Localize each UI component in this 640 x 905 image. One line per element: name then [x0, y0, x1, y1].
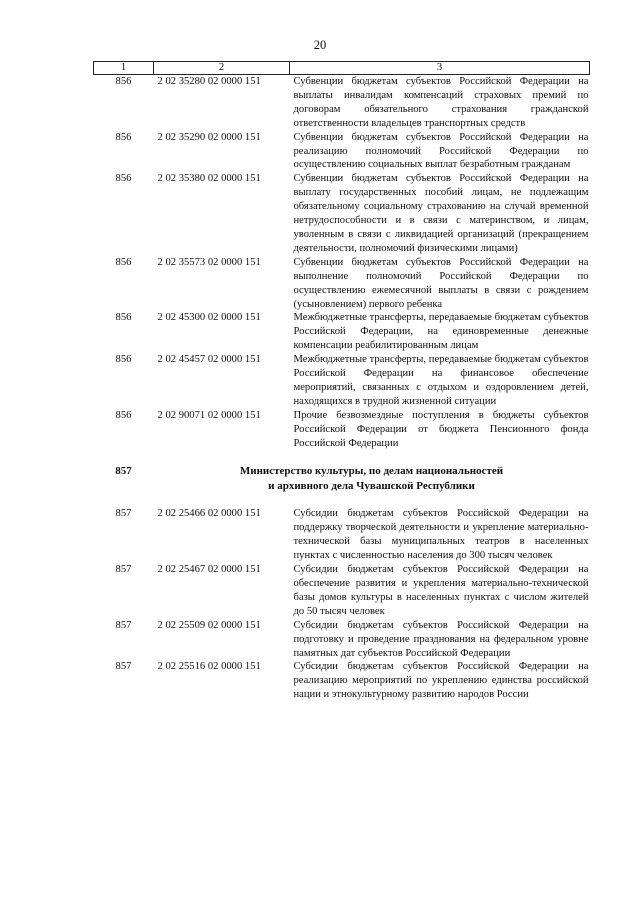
- table-row: [94, 507, 590, 563]
- description-cell: Прочие безвозмездные поступления в бюджеты субъектов Российской Федерации от бюджета Пенсионного фонда Российской Федерации: [293, 409, 589, 449]
- admin-code-cell: 856: [115, 131, 132, 143]
- admin-code-cell: 856: [115, 173, 132, 185]
- revenue-code-cell: 2 02 35573 02 0000 151: [157, 256, 261, 268]
- page-number: 20: [313, 38, 327, 52]
- description-cell: Субвенции бюджетам субъектов Российской Федерации на выплату государственных пособий лицам, не подлежащим обязательному социальному страхованию на случай временной нетрудоспособности и в связи с материнством, и лицам, уволенным в связи с ликвидацией организаций (прекращением деятельности, полномочий физическими лицами): [293, 173, 589, 254]
- table-row: [94, 619, 590, 661]
- admin-code-cell: 856: [115, 409, 132, 421]
- description-cell: Межбюджетные трансферты, передаваемые бюджетам субъектов Российской Федерации, на единовременные денежные компенсации реабилитированным лицам: [293, 312, 589, 352]
- admin-code-cell: 857: [115, 564, 132, 576]
- table-row: [94, 660, 590, 702]
- column-header-3: 3: [290, 62, 590, 75]
- admin-code-cell: 857: [115, 661, 132, 673]
- description-cell: Субсидии бюджетам субъектов Российской Федерации на подготовку и проведение празднования на федеральном уровне памятных дат субъектов Российской Федерации: [293, 619, 589, 659]
- section-title: [154, 450, 590, 507]
- description-cell: Субсидии бюджетам субъектов Российской Федерации на реализацию мероприятий по укреплению единства российской нации и этнокультурному развитию народов России: [293, 661, 589, 701]
- column-header-1: 1: [94, 62, 154, 75]
- revenue-code-cell: 2 02 90071 02 0000 151: [157, 409, 261, 421]
- description-cell: Субвенции бюджетам субъектов Российской Федерации на реализацию полномочий Российской Федерации по осуществлению социальных выплат безработным гражданам: [293, 131, 589, 171]
- section-admin-code: 857: [115, 465, 132, 478]
- table-row: [94, 563, 590, 619]
- revenue-code-cell: 2 02 35280 02 0000 151: [157, 76, 261, 87]
- description-cell: Межбюджетные трансферты, передаваемые бюджетам субъектов Российской Федерации на финансовое обеспечение мероприятий, связанных с отдыхом и оздоровлением детей, находящихся в трудной жизненной ситуации: [293, 354, 589, 407]
- admin-code-cell: 856: [115, 354, 132, 366]
- section-title-line-2: и архивного дела Чувашской Республики: [268, 479, 475, 492]
- revenue-codes-table: [93, 61, 590, 702]
- table-row: [94, 131, 590, 173]
- table-row: [94, 75, 590, 131]
- admin-code-cell: 856: [115, 312, 132, 324]
- revenue-code-cell: 2 02 25516 02 0000 151: [157, 661, 261, 673]
- description-cell: Субвенции бюджетам субъектов Российской Федерации на выполнение полномочий Российской Федерации по осуществлению ежемесячной выплаты в связи с рождением (усыновлением) первого ребенка: [293, 256, 589, 310]
- revenue-code-cell: 2 02 35290 02 0000 151: [157, 131, 261, 143]
- section-title-line-1: Министерство культуры, по делам национальностей: [239, 465, 504, 478]
- table-row: [94, 353, 590, 409]
- table-header-row: [94, 62, 590, 75]
- table-row: [94, 256, 590, 312]
- description-cell: Субсидии бюджетам субъектов Российской Федерации на поддержку творческой деятельности и укрепление материально-технической базы муниципальных театров в населенных пунктах с численностью населения до 300 тысяч человек: [293, 508, 589, 562]
- table-row: [94, 311, 590, 353]
- revenue-code-cell: 2 02 45300 02 0000 151: [157, 312, 261, 324]
- description-cell: Субсидии бюджетам субъектов Российской Федерации на обеспечение развития и укрепления материально-технической базы домов культуры в населенных пунктах с числом жителей до 50 тысяч человек: [293, 564, 589, 617]
- table-body-before-section: [94, 75, 590, 451]
- table-row: [94, 172, 590, 255]
- table-row: [94, 409, 590, 451]
- admin-code-cell: 856: [115, 76, 132, 87]
- admin-code-cell: 856: [115, 256, 132, 268]
- section-row: [94, 450, 590, 507]
- admin-code-cell: 857: [115, 619, 132, 631]
- section-header: [94, 450, 590, 507]
- revenue-code-cell: 2 02 45457 02 0000 151: [157, 354, 261, 366]
- admin-code-cell: 857: [115, 508, 132, 520]
- column-header-2: 2: [154, 62, 290, 75]
- table-body-after-section: [94, 507, 590, 702]
- revenue-code-cell: 2 02 25466 02 0000 151: [157, 508, 261, 520]
- description-cell: Субвенции бюджетам субъектов Российской Федерации на выплаты инвалидам компенсаций страховых премий по договорам обязательного страхования гражданской ответственности владельцев транспортных средств: [293, 76, 589, 129]
- revenue-code-cell: 2 02 35380 02 0000 151: [157, 173, 261, 185]
- revenue-code-cell: 2 02 25509 02 0000 151: [157, 619, 261, 631]
- revenue-code-cell: 2 02 25467 02 0000 151: [157, 564, 261, 576]
